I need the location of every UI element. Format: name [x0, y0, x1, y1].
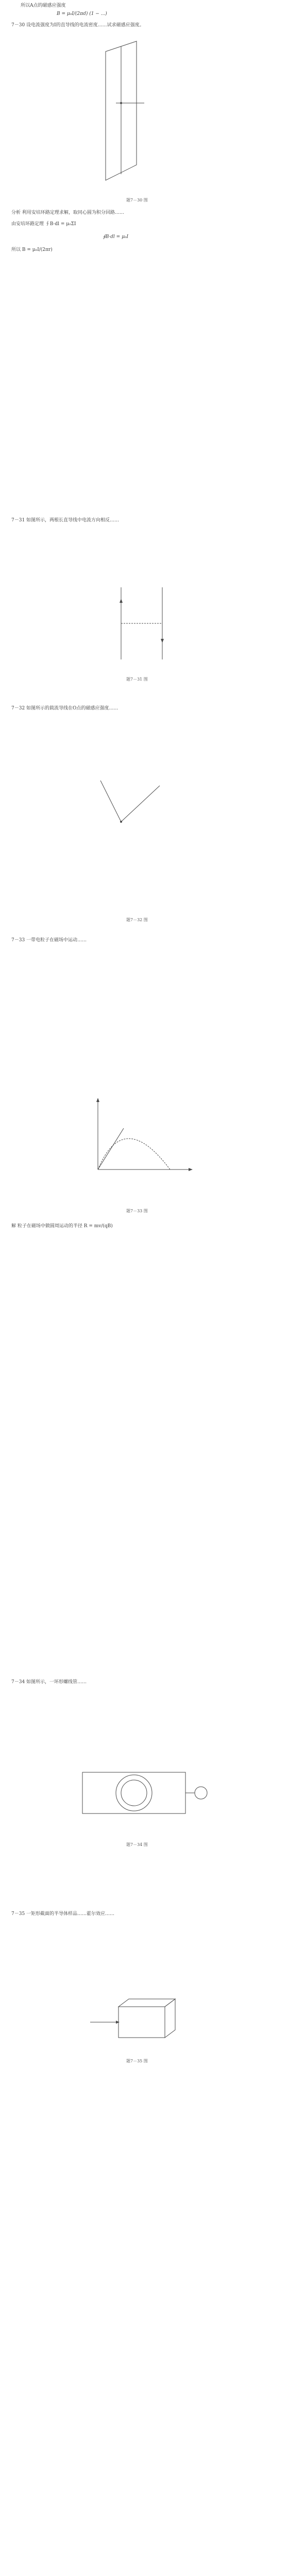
figure-caption: 题7－30 图	[126, 198, 148, 202]
problem-7-35: 7－35 一矩形截面的半导体样品……霍尔效应……	[11, 1911, 115, 1917]
problem-7-30: 7－30 设电流强度为I的直导线的电流密度……试求磁感应强度。	[11, 23, 144, 28]
problem-7-33: 7－33 一带电粒子在磁场中运动……	[11, 938, 87, 943]
figure-7-33	[82, 1097, 196, 1175]
solution-text: 所以 B = μ₀I/(2πr)	[11, 247, 53, 252]
text-line: 所以A点的磁感应强度	[21, 3, 66, 8]
solution-text: 由安培环路定理 ∮B·dl = μ₀ΣI	[11, 222, 76, 227]
figure-caption: 题7－32 图	[126, 918, 148, 922]
figure-7-31	[106, 582, 183, 670]
problem-7-31: 7－31 如图所示，两根长直导线中电流方向相反……	[11, 518, 120, 523]
figure-7-32	[100, 781, 167, 837]
solution-text: 解 粒子在磁场中做圆周运动的半径 R = mv/(qB)	[11, 1224, 113, 1229]
equation: ∮B·dl = μ₀I	[103, 234, 129, 240]
problem-7-32: 7－32 如图所示的载流导线在O点的磁感应强度……	[11, 706, 118, 711]
figure-caption: 题7－31 图	[126, 677, 148, 682]
figure-caption: 题7－34 图	[126, 1842, 148, 1847]
figure-7-34	[77, 1762, 216, 1824]
figure-caption: 题7－35 图	[126, 2059, 148, 2063]
solution-text: 分析 利用安培环路定理求解，取同心圆为积分回路……	[11, 210, 124, 215]
figure-7-30	[95, 41, 152, 191]
figure-7-35	[88, 1996, 206, 2048]
figure-caption: 题7－33 图	[126, 1209, 148, 1213]
problem-7-34: 7－34 如图所示，一环形螺线管……	[11, 1680, 87, 1685]
equation: B = μ₀I/(2πd) (1 − ...)	[57, 11, 107, 16]
